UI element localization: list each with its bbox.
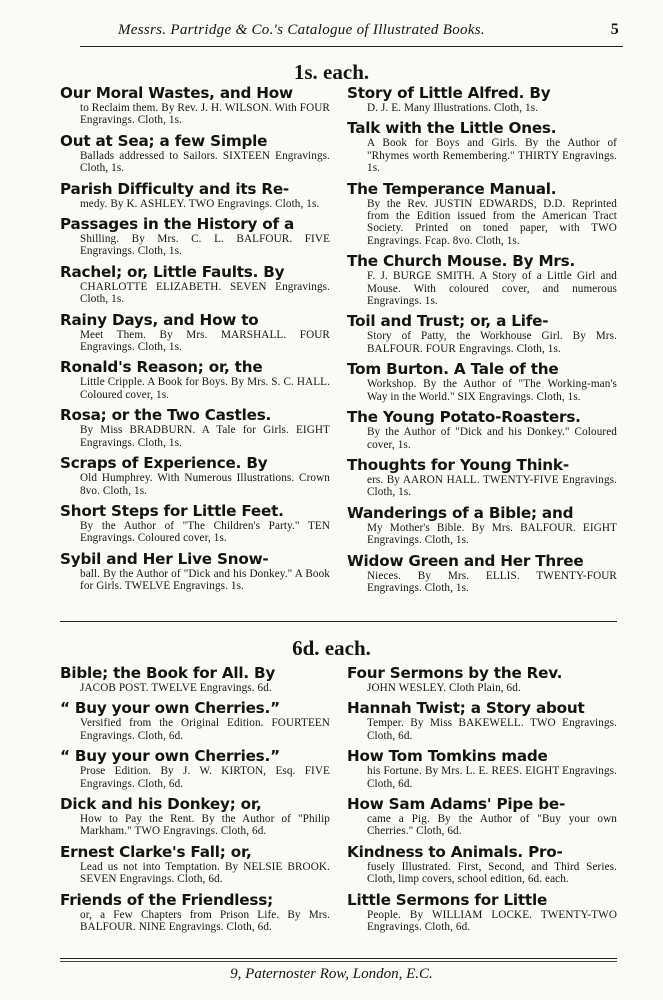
catalogue-entry (60, 358, 330, 401)
entry-description: People. By WILLIAM LOCKE. TWENTY-TWO Engravings. Cloth, 6d. (367, 908, 617, 934)
entry-description: or, a Few Chapters from Prison Life. By Mrs. BALFOUR. NINE Engravings. Cloth, 6d. (80, 908, 330, 934)
entry-description: Lead us not into Temptation. By NELSIE BROOK. SEVEN Engravings. Cloth, 6d. (80, 860, 330, 886)
entry-description: F. J. BURGE SMITH. A Story of a Little Girl and Mouse. With coloured cover, and numerous Engravings. 1s. (367, 270, 617, 308)
entry-title: “ Buy your own Cherries.” (60, 699, 280, 718)
entry-description: Little Cripple. A Book for Boys. By Mrs. S. C. HALL. Coloured cover, 1s. (80, 376, 330, 401)
entry-description: his Fortune. By Mrs. L. E. REES. EIGHT Engravings. Cloth, 6d. (367, 765, 617, 790)
catalogue-entry (60, 502, 330, 545)
entry-title: Rosa; or the Two Castles. (60, 406, 272, 425)
entry-description: D. J. E. Many Illustrations. Cloth, 1s. (367, 102, 539, 114)
bottom-rule-thin (60, 961, 617, 962)
entry-description: Shilling. By Mrs. C. L. BALFOUR. FIVE Engravings. Cloth, 1s. (80, 233, 330, 258)
entry-title: Talk with the Little Ones. (347, 119, 557, 138)
catalogue-entry (60, 454, 330, 497)
entry-title: “ Buy your own Cherries.” (60, 747, 280, 766)
entry-title: Passages in the History of a (60, 215, 295, 234)
catalogue-entry (347, 843, 617, 886)
entry-description: JACOB POST. TWELVE Engravings. 6d. (80, 682, 272, 694)
entry-description: Old Humphrey. With Numerous Illustrations. Crown 8vo. Cloth, 1s. (80, 472, 330, 497)
column-6d-right (347, 664, 617, 938)
entry-description: By the Author of "The Children's Party." TEN Engravings. Coloured cover, 1s. (80, 519, 330, 545)
entry-title: Rachel; or, Little Faults. By (60, 262, 285, 281)
catalogue-entry (347, 891, 617, 934)
catalogue-entry (60, 843, 330, 886)
catalogue-entry (347, 360, 617, 403)
entry-title: Scraps of Experience. By (60, 454, 268, 473)
entry-description: CHARLOTTE ELIZABETH. SEVEN Engravings. Cloth, 1s. (80, 280, 330, 306)
section-title-1s: 1s. each. (293, 60, 370, 84)
section-divider (60, 621, 617, 622)
entry-title: Toil and Trust; or, a Life- (347, 312, 549, 331)
catalogue-entry (347, 795, 617, 838)
entry-title: How Sam Adams' Pipe be- (347, 795, 566, 814)
catalogue-entry (347, 408, 617, 451)
catalogue-entry (347, 504, 617, 547)
entry-description: By Miss BRADBURN. A Tale for Girls. EIGHT Engravings. Cloth, 1s. (80, 424, 330, 449)
entry-description: My Mother's Bible. By Mrs. BALFOUR. EIGHT Engravings. Cloth, 1s. (367, 521, 617, 547)
entry-description: fusely Illustrated. First, Second, and Third Series. Cloth, limp covers, school edition, 6d. each. (367, 860, 617, 886)
entry-description: Workshop. By the Author of "The Working-man's Way in the World." SIX Engravings. Cloth, 1s. (367, 378, 617, 403)
catalogue-entry (347, 119, 617, 174)
entry-description: Nieces. By Mrs. ELLIS. TWENTY-FOUR Engravings. Cloth, 1s. (367, 569, 617, 594)
catalogue-entry (347, 664, 617, 694)
entry-description: Story of Patty, the Workhouse Girl. By Mrs. BALFOUR. FOUR Engravings. Cloth, 1s. (367, 330, 617, 355)
section-title-6d: 6d. each. (292, 636, 371, 660)
entry-description: By the Author of "Dick and his Donkey." Coloured cover, 1s. (367, 426, 617, 451)
entry-title: Short Steps for Little Feet. (60, 501, 284, 520)
publisher-address: 9, Paternoster Row, London, E.C. (230, 966, 433, 982)
column-6d-left (60, 664, 330, 938)
catalogue-entry (60, 132, 330, 175)
catalogue-entry (60, 84, 330, 127)
entry-description: JOHN WESLEY. Cloth Plain, 6d. (367, 682, 521, 694)
catalogue-entry (60, 311, 330, 354)
catalogue-entry (347, 180, 617, 248)
entry-description: Ballads addressed to Sailors. SIXTEEN Engravings. Cloth, 1s. (80, 149, 330, 175)
entry-title: Story of Little Alfred. By (347, 84, 551, 102)
entry-title: Rainy Days, and How to (60, 310, 259, 329)
catalogue-entry (347, 252, 617, 307)
entry-title: Out at Sea; a few Simple (60, 131, 268, 150)
catalogue-entry (60, 664, 330, 694)
bottom-rule (60, 958, 617, 959)
entry-title: Hannah Twist; a Story about (347, 699, 585, 718)
entry-title: Kindness to Animals. Pro- (347, 842, 563, 861)
entry-description: came a Pig. By the Author of "Buy your own Cherries." Cloth, 6d. (367, 813, 617, 838)
catalogue-entry (60, 699, 330, 742)
entry-title: Four Sermons by the Rev. (347, 664, 563, 682)
entry-title: Sybil and Her Live Snow- (60, 549, 269, 568)
entry-description: How to Pay the Rent. By the Author of "Philip Markham." TWO Engravings. Cloth, 6d. (80, 813, 330, 838)
catalogue-entry (60, 263, 330, 306)
catalogue-entry (347, 456, 617, 499)
catalogue-title: Messrs. Partridge & Co.'s Catalogue of Illustrated Books. (118, 22, 485, 38)
catalogue-entry (60, 406, 330, 449)
entry-title: The Young Potato-Roasters. (347, 408, 581, 427)
entry-title: The Temperance Manual. (347, 179, 557, 198)
catalogue-entry (60, 550, 330, 593)
catalogue-entry (347, 552, 617, 595)
entry-title: Widow Green and Her Three (347, 551, 584, 570)
entry-title: Friends of the Friendless; (60, 890, 273, 909)
page-number: 5 (610, 21, 619, 38)
catalogue-entry (60, 795, 330, 838)
entry-description: By the Rev. JUSTIN EDWARDS, D.D. Reprinted from the Edition issued from the American Tract Society. Printed on toned paper, with TWO Engravings. Fcap. 8vo. Cloth, 1s. (367, 197, 617, 247)
catalogue-entry (60, 180, 330, 210)
entry-description: ball. By the Author of "Dick and his Donkey." A Book for Girls. TWELVE Engravings. 1s. (80, 567, 330, 593)
catalogue-entry (60, 891, 330, 934)
entry-title: How Tom Tomkins made (347, 747, 548, 766)
entry-title: The Church Mouse. By Mrs. (347, 252, 576, 271)
catalogue-entry (347, 699, 617, 742)
entry-title: Ronald's Reason; or, the (60, 358, 263, 377)
entry-title: Little Sermons for Little (347, 890, 548, 909)
catalogue-entry (347, 84, 617, 114)
catalogue-entry (60, 215, 330, 258)
entry-title: Bible; the Book for All. By (60, 664, 276, 682)
entry-title: Our Moral Wastes, and How (60, 84, 293, 102)
entry-title: Tom Burton. A Tale of the (347, 360, 559, 379)
catalogue-entry (347, 312, 617, 355)
entry-description: to Reclaim them. By Rev. J. H. WILSON. With FOUR Engravings. Cloth, 1s. (80, 102, 330, 127)
column-1s-right (347, 84, 617, 599)
entry-title: Thoughts for Young Think- (347, 455, 569, 474)
entry-title: Wanderings of a Bible; and (347, 503, 574, 522)
entry-title: Dick and his Donkey; or, (60, 795, 262, 814)
catalogue-entry (60, 747, 330, 790)
catalogue-entry (347, 747, 617, 790)
entry-description: Versified from the Original Edition. FOURTEEN Engravings. Cloth, 6d. (80, 717, 330, 742)
entry-title: Parish Difficulty and its Re- (60, 179, 290, 198)
column-1s-left (60, 84, 330, 598)
entry-description: Temper. By Miss BAKEWELL. TWO Engravings. Cloth, 6d. (367, 717, 617, 742)
top-rule (80, 46, 623, 47)
entry-description: medy. By K. ASHLEY. TWO Engravings. Cloth, 1s. (80, 197, 320, 210)
entry-description: Meet Them. By Mrs. MARSHALL. FOUR Engravings. Cloth, 1s. (80, 328, 330, 354)
entry-description: Prose Edition. By J. W. KIRTON, Esq. FIVE Engravings. Cloth, 6d. (80, 765, 330, 790)
entry-description: ers. By AARON HALL. TWENTY-FIVE Engravings. Cloth, 1s. (367, 473, 617, 499)
entry-description: A Book for Boys and Girls. By the Author of "Rhymes worth Remembering." THIRTY Engravings. 1s. (367, 137, 617, 175)
entry-title: Ernest Clarke's Fall; or, (60, 842, 252, 861)
